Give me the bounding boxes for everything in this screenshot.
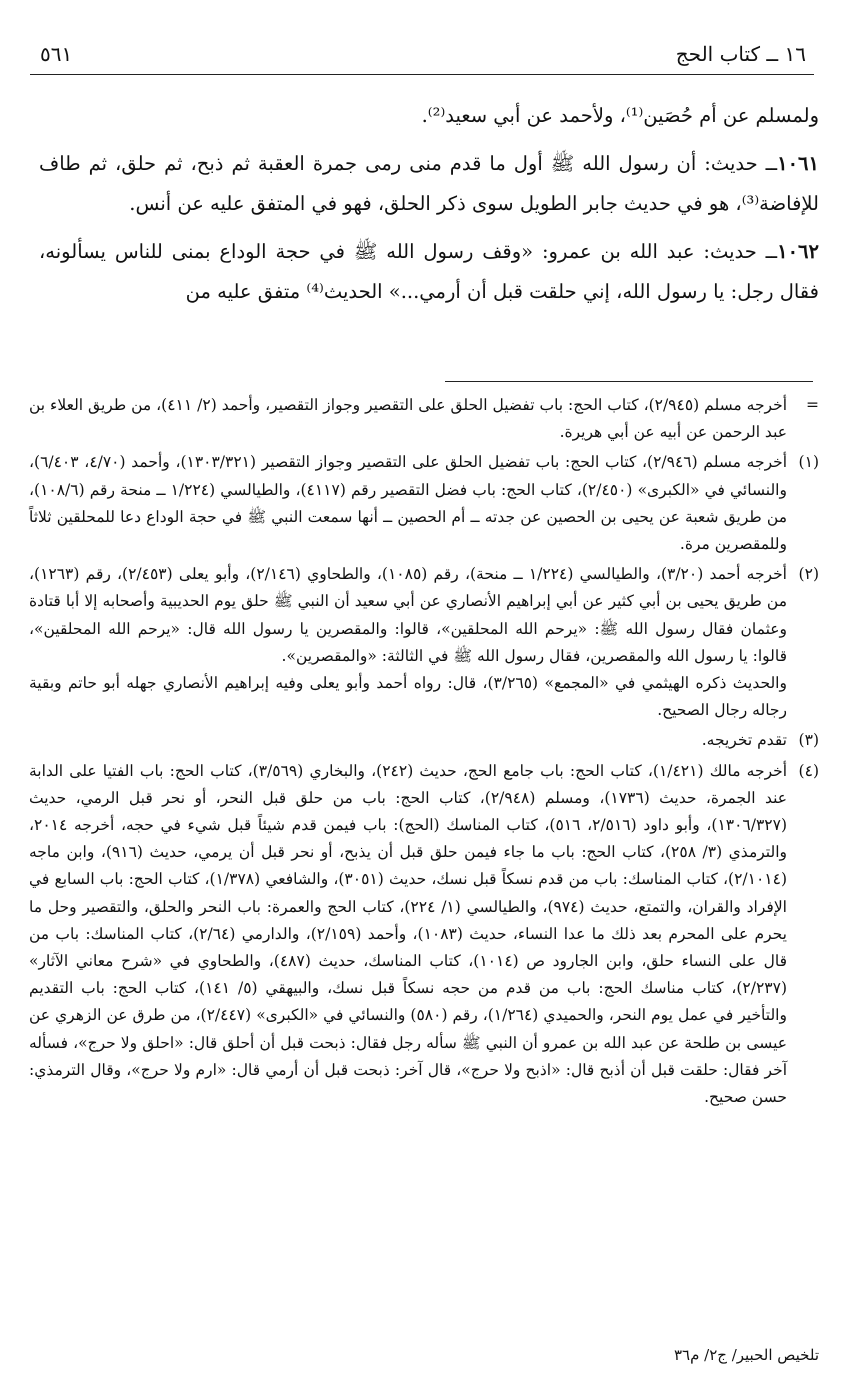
footnote-text: أخرجه مالك (١/٤٢١)، كتاب الحج: باب جامع الحج، حديث (٢٤٢)، والبخاري (٣/٥٦٩)، كتاب الحج: باب الفتيا على الدابة عند الجمرة، حديث (١٧٣٦)، ومسلم (٢/٩٤٨)، كتاب الحج: باب من حلق قبل النحر، أو نحر قبل الرمي، حديث (١٣٠٦/٣٢٧)، وأبو داود (٢/٥١٦، ٥١٦)، كتاب المناسك (الحج): باب فيمن قدم شيئاً قبل شيء في حجه، أخرجه ٢٠١٤، والترمذي (٣/ ٢٥٨)، كتاب الحج: باب ما جاء فيمن حلق قبل أن يذبح، أو نحر قبل أن يرمي، حديث (٩١٦)، وابن ماجه (٢/١٠١٤)، كتاب المناسك: باب من قدم نسكاً قبل نسك، حديث (٣٠٥١)، والشافعي (١/٣٧٨)، كتاب الحج: باب السابع في الإفراد والقران، والتمتع، حديث (٩٧٤)، والطيالسي (١/ ٢٢٤)، كتاب الحج والعمرة: باب النحر والحلق، والتقصير وحل ما يحرم على المحرم بعد ذلك ما عدا النساء، حديث (١٠٨٣)، وأحمد (٢/١٥٩)، والدارمي (٢/٦٤)، كتاب المناسك: باب من قال على النساء حلق، وابن الجارود ص (١٠١٤)، كتاب المناسك، حديث (٤٨٧)، والطحاوي في «شرح معاني الآثار» (٢/٢٣٧)، كتاب مناسك الحج: باب من قدم من حجه نسكاً قبل نسك، والبيهقي (٥/ ١٤١)، كتاب الحج: باب التقديم والتأخير في عمل يوم النحر، والحميدي (١/٢٦٤)، رقم (٥٨٠) والنسائي في «الكبرى» (٢/٤٤٧)، من طرق عن الزهري عن عيسى بن طلحة عن عبد الله بن عمرو أن النبي ﷺ سأله رجل فقال: ذبحت قبل أن أحلق قال: «احلق ولا حرج»، فسأله آخر فقال: حلقت قبل أن أذبح قال: «اذبح ولا حرج»، قال آخر: ذبحت قبل أن أرمي قال: «ارم ولا حرج»، وقال الترمذي: حسن صحيح. xyxy=(29,761,788,1107)
footnote-mark: (٤) xyxy=(798,761,819,780)
footnote-mark: (٣) xyxy=(798,731,819,750)
footnote-text: أخرجه مسلم (٢/٩٤٥)، كتاب الحج: باب تفضيل الحلق على التقصير وجواز التقصير، وأحمد (٢/ ٤١١)، من طريق العلاء بن عبد الرحمن عن أبيه عن أبي هريرة. xyxy=(29,396,787,442)
footnote-4 xyxy=(29,758,819,1112)
footnote-1 xyxy=(29,449,819,558)
intro-line: ولمسلم عن أم حُصَين⁽¹⁾، ولأحمد عن أبي سعيد⁽²⁾. xyxy=(421,104,819,127)
footnote-mark: (٢) xyxy=(798,565,819,584)
main-text xyxy=(39,96,819,320)
hadith-text: ــ حديث: عبد الله بن عمرو: «وقف رسول الله ﷺ في حجة الوداع بمنى للناس يسألونه، فقال رجل: يا رسول الله، إني حلقت قبل أن أرمي...» الحديث⁽⁴⁾ متفق عليه من xyxy=(39,240,819,303)
footnote-2 xyxy=(29,561,819,724)
footnote-text: تقدم تخريجه. xyxy=(701,731,787,750)
page-header xyxy=(30,40,814,75)
page-footer: تلخيص الحبير/ ج٢/ م٣٦ xyxy=(673,1346,819,1364)
footnote-extra: والحديث ذكره الهيثمي في «المجمع» (٣/٢٦٥)، قال: رواه أحمد وأبو يعلى وفيه إبراهيم الأنصاري جهله أبو حاتم وبقية رجاله رجال الصحيح. xyxy=(29,674,787,720)
chapter-title: ١٦ ــ كتاب الحج xyxy=(675,42,806,66)
footnote-text: أخرجه مسلم (٢/٩٤٦)، كتاب الحج: باب تفضيل الحلق على التقصير وجواز التقصير (١٣٠٣/٣٢١)، وأحمد (٤/٧٠، ٦/٤٠٣)، والنسائي في «الكبرى» (٢/٤٥٠)، كتاب الحج: باب فضل التقصير رقم (٤١١٧)، والطيالسي (١/٢٢٤ ــ منحة رقم (١٠٨/٦)، من طريق شعبة عن يحيى بن الحصين عن جدته ــ أم الحصين ــ أنها سمعت النبي ﷺ في حجة الوداع دعا للمحلقين ثلاثاً وللمقصرين مرة. xyxy=(29,453,788,554)
page-number: ٥٦١ xyxy=(40,42,73,66)
hadith-1062 xyxy=(39,232,819,312)
footnote-text: أخرجه أحمد (٣/٢٠)، والطيالسي (١/٢٢٤ ــ منحة)، رقم (١٠٨٥)، والطحاوي (٢/١٤٦)، وأبو يعلى (٢/٤٥٣)، رقم (١٢٦٣)، من طريق يحيى بن أبي كثير عن أبي إبراهيم الأنصاري عن أبي سعيد أن النبي ﷺ حلق يوم الحديبية وأصحابه إلا أبا قتادة وعثمان فقال رسول الله ﷺ: «يرحم الله المحلقين»، قالوا: والمقصرين يا رسول الله قال: «يرحم الله المحلقين»، قالوا: يا رسول الله والمقصرين، فقال رسول الله ﷺ في الثالثة: «والمقصرين». xyxy=(29,565,787,665)
footnote-mark: = xyxy=(806,396,819,414)
footnote-continuation xyxy=(29,392,819,446)
hadith-number: ١٠٦٢ xyxy=(777,240,819,263)
hadith-text: ــ حديث: أن رسول الله ﷺ أول ما قدم منى رمى جمرة العقبة ثم ذبح، ثم حلق، ثم طاف للإفاضة⁽³⁾، هو في حديث جابر الطويل سوى ذكر الحلق، فهو في المتفق عليه عن أنس. xyxy=(39,152,819,215)
hadith-number: ١٠٦١ xyxy=(777,152,819,175)
footnote-3 xyxy=(29,727,819,754)
hadith-1061 xyxy=(39,144,819,224)
footnote-mark: (١) xyxy=(798,453,819,472)
footnotes xyxy=(29,392,819,1114)
footnote-divider xyxy=(445,381,813,382)
